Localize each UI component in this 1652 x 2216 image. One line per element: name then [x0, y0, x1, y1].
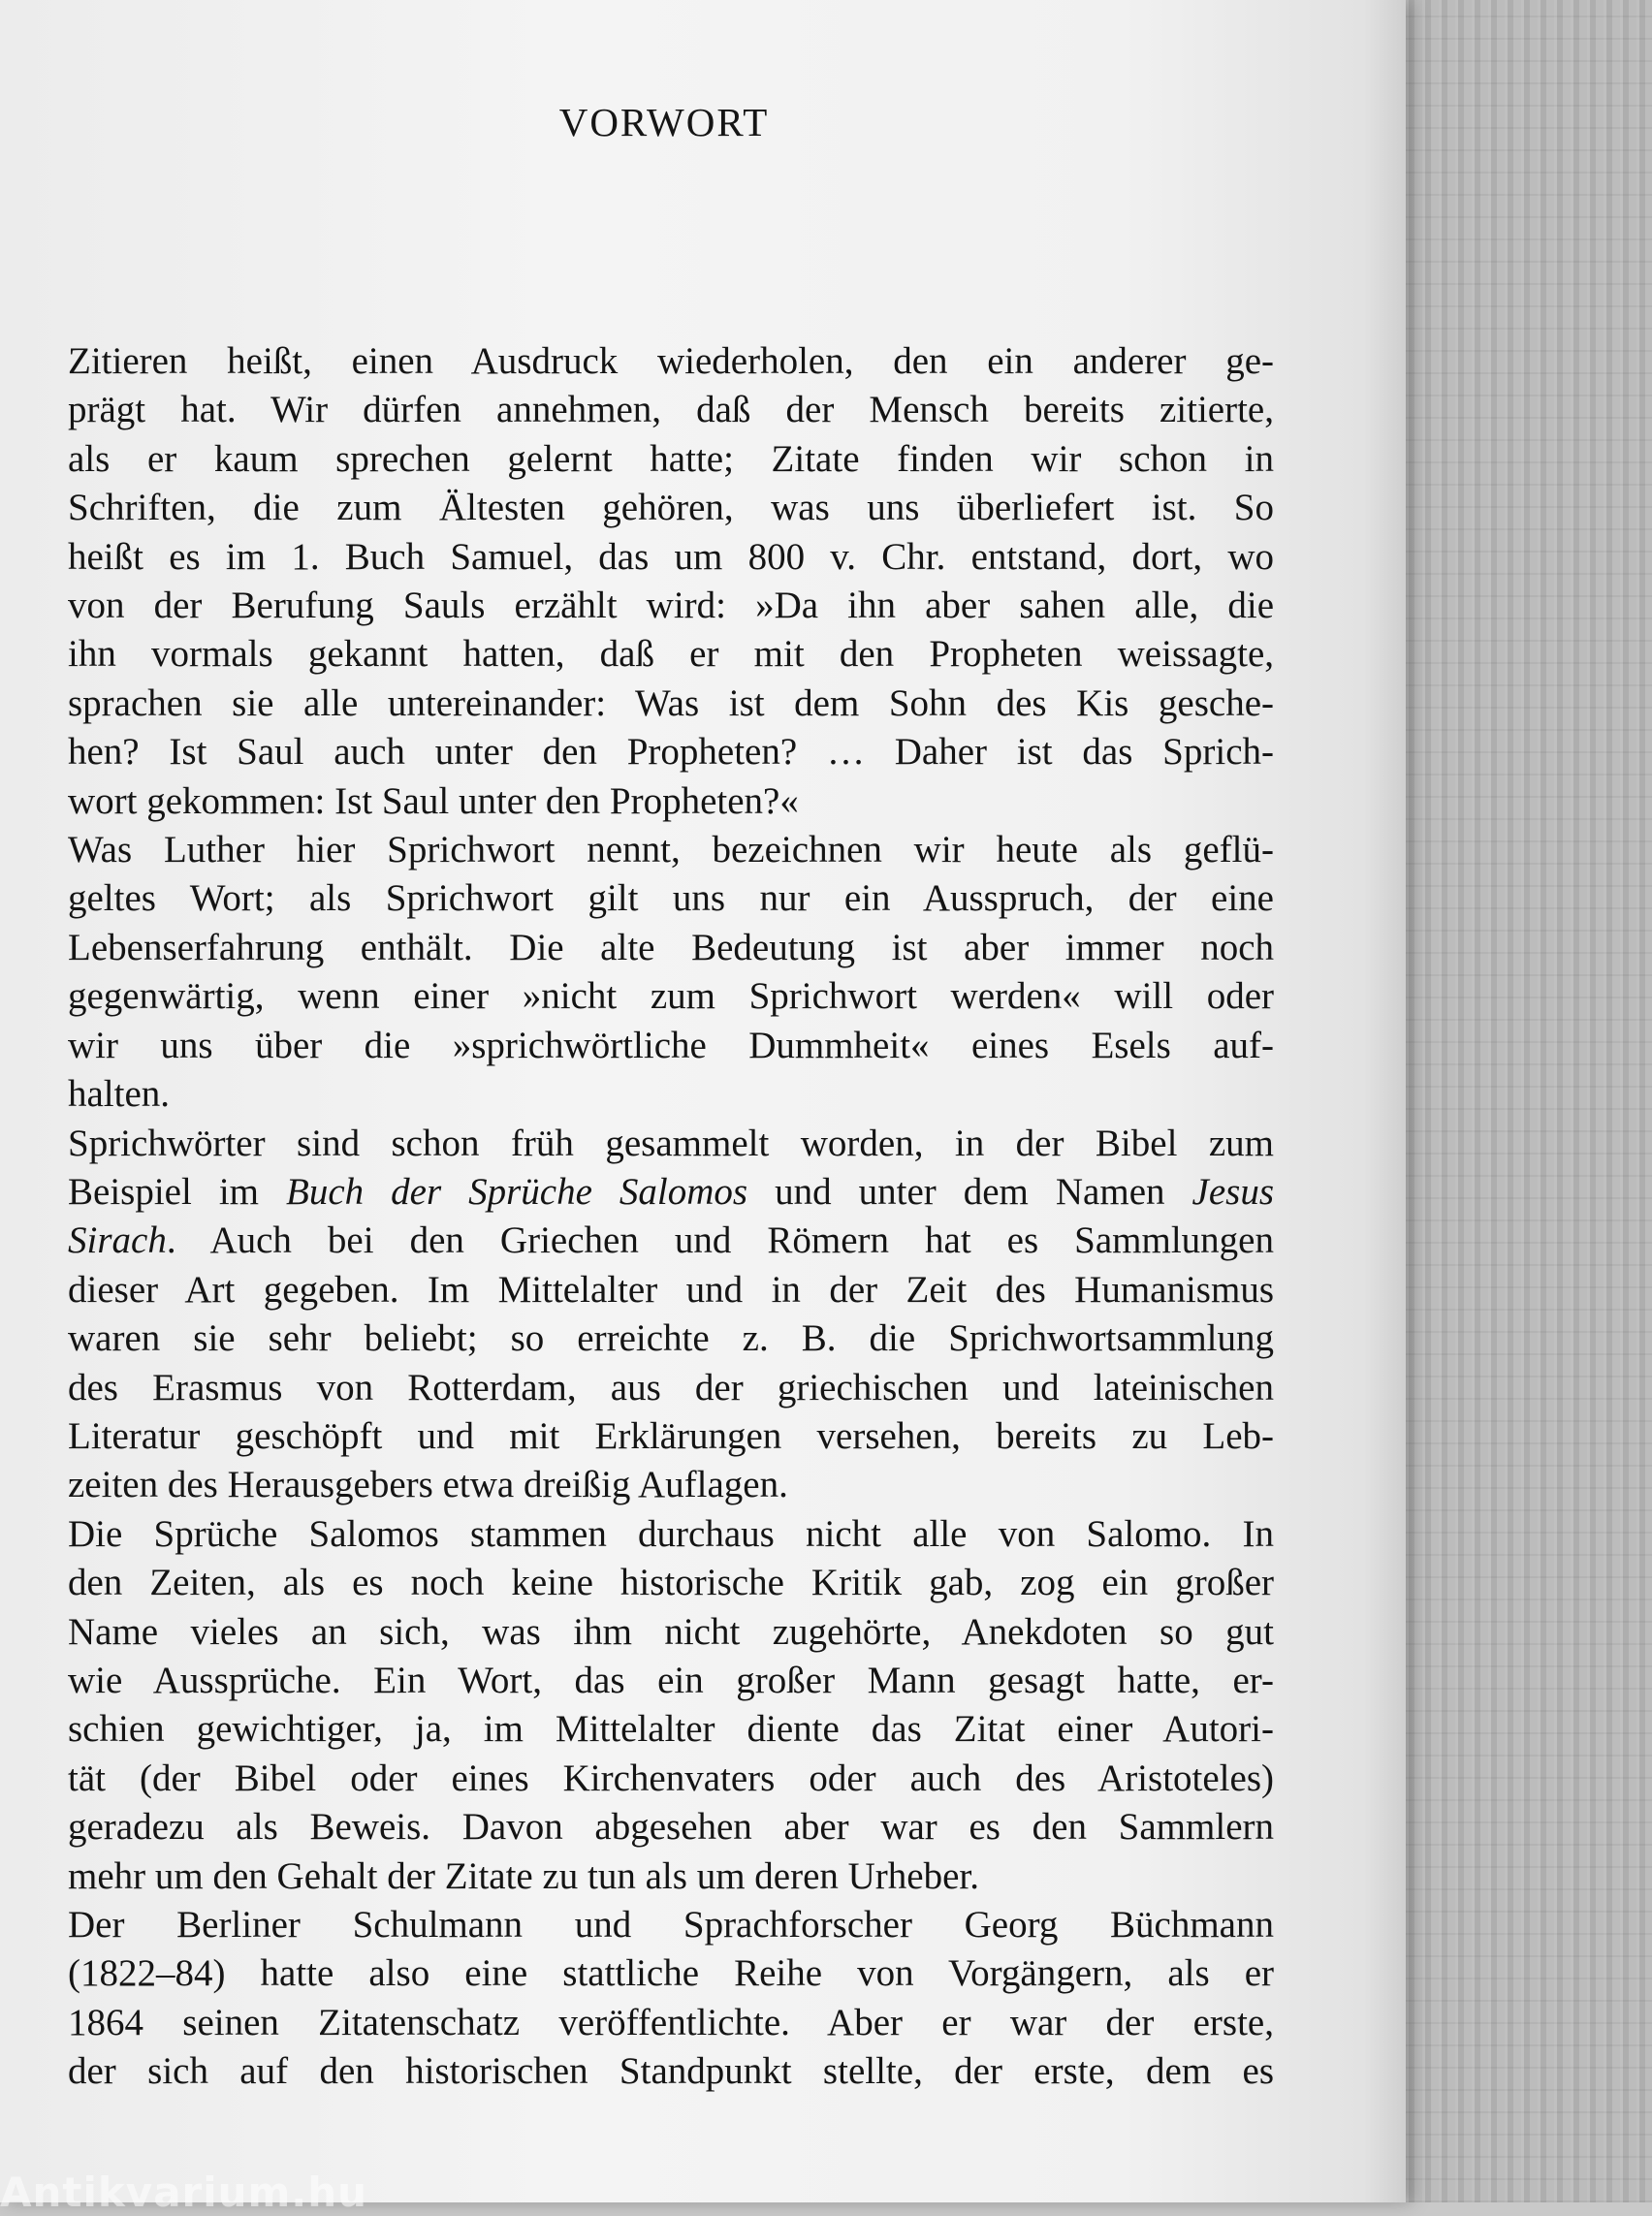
text-line: Die Sprüche Salomos stammen durchaus nicht alle von Salomo. In [68, 1512, 1274, 1555]
text-line: prägt hat. Wir dürfen annehmen, daß der Mensch bereits zitierte, [68, 389, 1274, 431]
watermark-logo: Antikvarium.hu [0, 2169, 368, 2216]
text-line: sprachen sie alle untereinander: Was ist dem Sohn des Kis gesche- [68, 681, 1274, 724]
text-line: Was Luther hier Sprichwort nennt, bezeichnen wir heute als geflü- [68, 829, 1274, 871]
text-line: heißt es im 1. Buch Samuel, das um 800 v. Chr. entstand, dort, wo [68, 535, 1274, 578]
text-line: halten. [68, 1073, 171, 1116]
text-line: der sich auf den historischen Standpunkt stellte, der erste, dem es [68, 2050, 1274, 2093]
text-line: Der Berliner Schulmann und Sprachforscher Georg Büchmann [68, 1904, 1274, 1946]
text-line: zeiten des Herausgebers etwa dreißig Auflagen. [68, 1464, 788, 1506]
text-line: Literatur geschöpft und mit Erklärungen versehen, bereits zu Leb- [68, 1414, 1274, 1457]
text-line: Zitieren heißt, einen Ausdruck wiederholen, den ein anderer ge- [68, 340, 1274, 382]
background-surface [1406, 0, 1652, 2202]
text-line: Schriften, die zum Ältesten gehören, was uns überliefert ist. So [68, 487, 1274, 529]
text-line: tät (der Bibel oder eines Kirchenvaters oder auch des Aristoteles) [68, 1757, 1274, 1799]
text-line: geradezu als Beweis. Davon abgesehen aber war es den Sammlern [68, 1806, 1274, 1849]
text-line: schien gewichtiger, ja, im Mittelalter diente das Zitat einer Autori- [68, 1708, 1274, 1751]
italic-title: Buch der Sprüche Salomos [286, 1170, 748, 1213]
text-line [68, 1217, 1274, 1265]
text-segment: Beispiel im [68, 1170, 286, 1213]
text-line: ihn vormals gekannt hatten, daß er mit den Propheten weissagte, [68, 633, 1274, 676]
text-line: gegenwärtig, wenn einer »nicht zum Sprichwort werden« will oder [68, 975, 1274, 1018]
text-line: 1864 seinen Zitatenschatz veröffentlichte. Aber er war der erste, [68, 2001, 1274, 2043]
text-line: hen? Ist Saul auch unter den Propheten? … Daher ist das Sprich- [68, 731, 1274, 774]
text-line: (1822–84) hatte also eine stattliche Reihe von Vorgängern, als er [68, 1952, 1274, 1995]
text-line: Sprichwörter sind schon früh gesammelt worden, in der Bibel zum [68, 1122, 1274, 1164]
text-line: wie Aussprüche. Ein Wort, das ein großer Mann gesagt hatte, er- [68, 1659, 1274, 1701]
text-line [68, 1168, 1274, 1217]
text-line: von der Berufung Sauls erzählt wird: »Da ihn aber sahen alle, die [68, 585, 1274, 627]
text-line: waren sie sehr beliebt; so erreichte z. B. die Sprichwortsammlung [68, 1317, 1274, 1360]
italic-title: Jesus [1191, 1170, 1274, 1213]
text-line: dieser Art gegeben. Im Mittelalter und in der Zeit des Humanismus [68, 1268, 1274, 1311]
body-text [68, 337, 1274, 2097]
text-line: wort gekommen: Ist Saul unter den Propheten?« [68, 779, 799, 822]
text-line: Name vieles an sich, was ihm nicht zugehörte, Anekdoten so gut [68, 1610, 1274, 1653]
italic-title: Sirach [68, 1219, 167, 1262]
text-line: mehr um den Gehalt der Zitate zu tun als um deren Urheber. [68, 1854, 979, 1897]
text-segment: . Auch bei den Griechen und Römern hat es Sammlungen [166, 1219, 1274, 1262]
text-line: den Zeiten, als es noch keine historische Kritik gab, zog ein großer [68, 1562, 1274, 1604]
text-line: Lebenserfahrung enthält. Die alte Bedeutung ist aber immer noch [68, 926, 1274, 968]
text-line: wir uns über die »sprichwörtliche Dummheit« eines Esels auf- [68, 1024, 1274, 1066]
text-line: als er kaum sprechen gelernt hatte; Zitate finden wir schon in [68, 437, 1274, 480]
text-segment: und unter dem Namen [747, 1170, 1192, 1213]
page-title: VORWORT [558, 100, 770, 144]
text-line: des Erasmus von Rotterdam, aus der griechischen und lateinischen [68, 1366, 1274, 1409]
text-line: geltes Wort; als Sprichwort gilt uns nur ein Ausspruch, der eine [68, 877, 1274, 920]
